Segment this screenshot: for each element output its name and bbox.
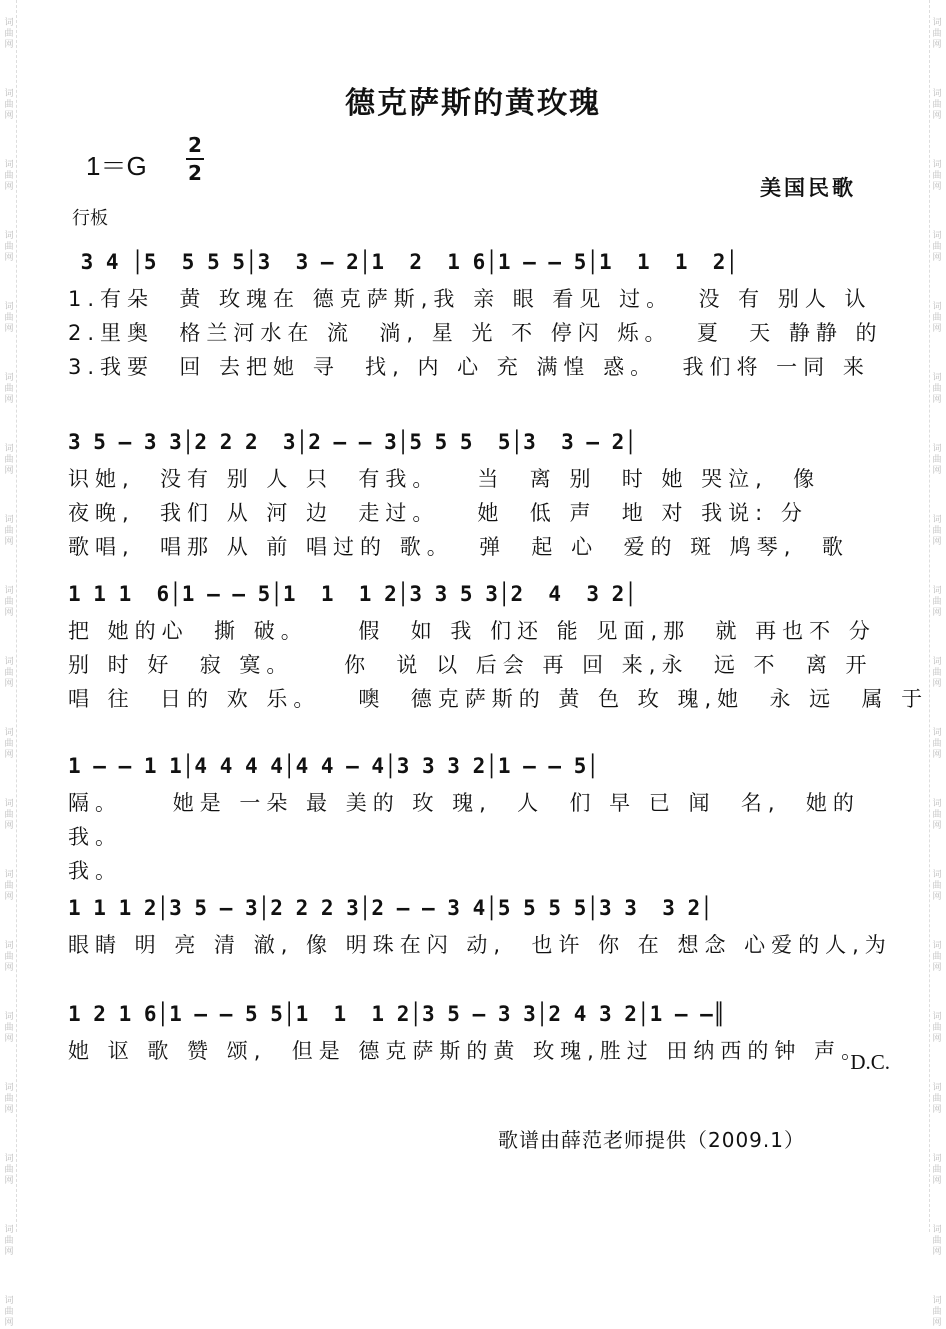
notation-line: 1 2 1 6│1 — — 5 5│1 1 1 2│3 5 — 3 3│2 4 3 2│1 — —║ [68,1002,726,1026]
watermark-text: 词曲网 [4,89,14,121]
lyric-verse-1: 识她, 没有 别 人 只 有我。 当 离 别 时 她 哭泣, 像 [68,467,821,491]
da-capo-mark: D.C. [850,1050,890,1074]
meter-bottom: 2 [188,161,202,185]
lyric-verse-3: 我。 [68,859,122,883]
score-system-3 [68,574,929,716]
watermark-text: 词曲网 [4,1012,14,1044]
time-signature [184,132,206,186]
notation-line: 1 1 1 6│1 — — 5│1 1 1 2│3 3 5 3│2 4 3 2│ [68,582,637,606]
watermark-text: 词曲网 [932,515,942,547]
watermark-text: 词曲网 [932,728,942,760]
watermark-text: 词曲网 [932,373,942,405]
watermark-text: 词曲网 [932,586,942,618]
lyric-verse-1: 1.有朵 黄 玫瑰在 德克萨斯,我 亲 眼 看见 过。 没 有 别人 认 [68,287,872,311]
lyric-verse-2: 夜晚, 我们 从 河 边 走过。 她 低 声 地 对 我说: 分 [68,501,808,525]
lyric-verse-2: 我。 [68,825,122,849]
watermark-text: 词曲网 [4,18,14,50]
score-system-1 [68,242,884,384]
watermark-text: 词曲网 [4,1083,14,1115]
watermark-text: 词曲网 [932,1225,942,1257]
watermark-text: 词曲网 [932,657,942,689]
key-signature: 1＝G [86,151,147,181]
notation-line: 1 — — 1 1│4 4 4 4│4 4 — 4│3 3 3 2│1 — — 5│ [68,754,600,778]
watermark-text: 词曲网 [4,941,14,973]
lyric-verse-1: 把 她的心 撕 破。 假 如 我 们还 能 见面,那 就 再也不 分 [68,619,876,643]
notation-line: 3 5 — 3 3│2 2 2 3│2 — — 3│5 5 5 5│3 3 — 2│ [68,430,637,454]
watermark-text: 词曲网 [4,373,14,405]
watermark-text: 词曲网 [932,1154,942,1186]
watermark-text: 词曲网 [932,444,942,476]
notation-line: 3 4 │5 5 5 5│3 3 — 2│1 2 1 6│1 — — 5│1 1 1 2│ [68,250,739,274]
watermark-text: 词曲网 [4,1225,14,1257]
watermark-text: 词曲网 [4,586,14,618]
left-watermark-strip [2,0,17,1328]
watermark-text: 词曲网 [932,231,942,263]
notation-line: 1 1 1 2│3 5 — 3│2 2 2 3│2 — — 3 4│5 5 5 5│3 3 3 2│ [68,896,713,920]
lyric-verse-3: 歌唱, 唱那 从 前 唱过的 歌。 弹 起 心 爱的 斑 鸠琴, 歌 [68,535,849,559]
lyric-refrain: 她 讴 歌 赞 颂, 但是 德克萨斯的黄 玫瑰,胜过 田纳西的钟 声。 [68,1039,869,1063]
watermark-text: 词曲网 [932,799,942,831]
watermark-text: 词曲网 [4,1296,14,1328]
watermark-text: 词曲网 [4,302,14,334]
lyric-verse-2: 2.里奥 格兰河水在 流 淌, 星 光 不 停闪 烁。 夏 天 静静 的 [68,321,883,345]
score-system-4 [68,746,884,888]
watermark-text: 词曲网 [4,231,14,263]
meter-top: 2 [188,133,202,157]
watermark-text: 词曲网 [4,515,14,547]
watermark-text: 词曲网 [4,160,14,192]
watermark-text: 词曲网 [932,1083,942,1115]
watermark-text: 词曲网 [4,657,14,689]
lyric-verse-1: 隔。 她是 一朵 最 美的 玫 瑰, 人 们 早 已 闻 名, 她的 [68,791,860,815]
watermark-text: 词曲网 [932,870,942,902]
lyric-verse-2: 别 时 好 寂 寞。 你 说 以 后会 再 回 来,永 远 不 离 开 [68,653,873,677]
watermark-text: 词曲网 [4,444,14,476]
song-title: 德克萨斯的黄玫瑰 [345,86,601,121]
score-credit: 歌谱由薛范老师提供（2009.1） [498,1128,805,1152]
watermark-text: 词曲网 [932,160,942,192]
lyric-refrain: 眼睛 明 亮 清 澈, 像 明珠在闪 动, 也许 你 在 想念 心爱的人,为 [68,933,892,957]
score-system-5 [68,888,892,962]
watermark-text: 词曲网 [4,799,14,831]
watermark-text: 词曲网 [4,728,14,760]
watermark-text: 词曲网 [4,1154,14,1186]
score-system-6 [68,994,884,1068]
tempo-marking: 行板 [72,208,108,229]
watermark-text: 词曲网 [932,89,942,121]
watermark-text: 词曲网 [4,870,14,902]
watermark-text: 词曲网 [932,18,942,50]
watermark-text: 词曲网 [932,941,942,973]
watermark-text: 词曲网 [932,302,942,334]
watermark-text: 词曲网 [932,1012,942,1044]
song-origin: 美国民歌 [760,176,856,200]
lyric-verse-3: 唱 往 日的 欢 乐。 噢 德克萨斯的 黄 色 玫 瑰,她 永 远 属 于 [68,687,929,711]
watermark-text: 词曲网 [932,1296,942,1328]
right-watermark-strip [929,0,944,1328]
score-system-2 [68,422,884,564]
lyric-verse-3: 3.我要 回 去把她 寻 找, 内 心 充 满惶 惑。 我们将 一同 来 [68,355,870,379]
